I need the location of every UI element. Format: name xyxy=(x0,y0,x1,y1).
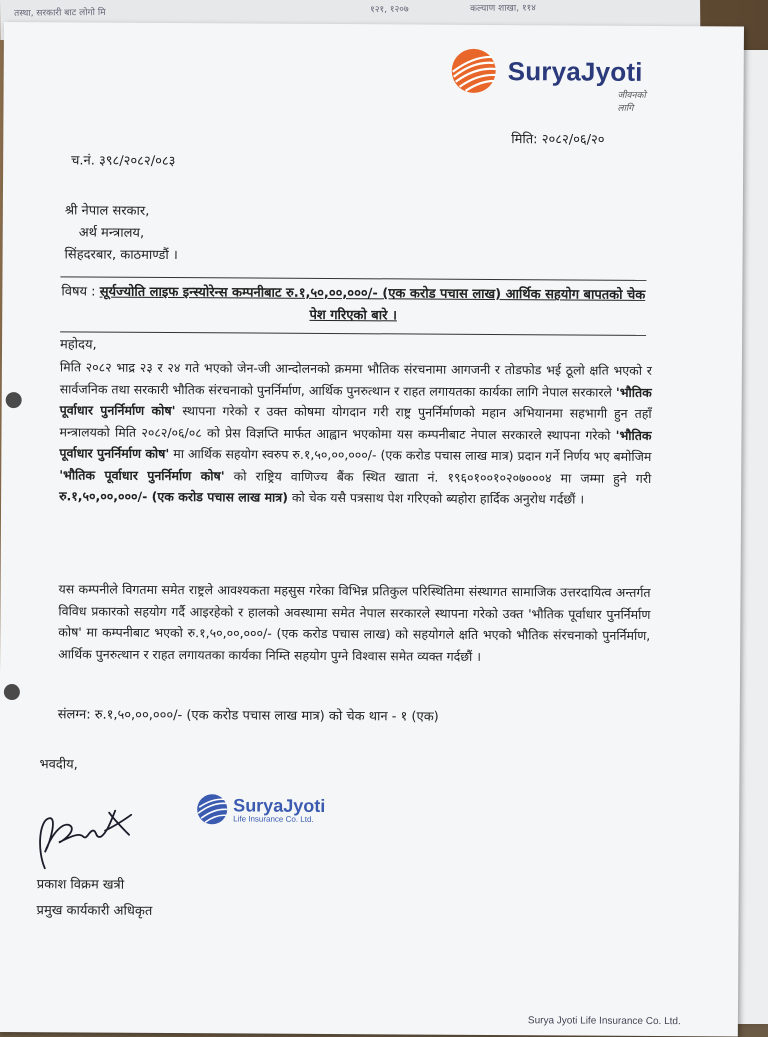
company-logo xyxy=(448,47,646,114)
stamp-brand: SuryaJyoti xyxy=(233,794,326,816)
subject-line xyxy=(60,276,646,336)
paragraph-text: स्थापना गरेको र उक्त कोषमा योगदान गरी राष्ट्र पुनर्निर्माणको महान अभियानमा सहभागी हुन तहाँ मन्त्रालयको मिति २०८२/०६/०८ को प्रेस विज्ञप्ति मार्फत आह्वान भएकोमा यस कम्पनीबाट नेपाल सरकारले स्थापना गरेको xyxy=(59,403,652,443)
background-text: १२१, १२०७ xyxy=(370,4,409,16)
punch-hole xyxy=(6,392,22,408)
address-line: अर्थ मन्त्रालय, xyxy=(78,225,145,241)
body-paragraph-2: यस कम्पनीले विगतमा समेत राष्ट्रले आवश्यकता महसुस गरेका विभिन्न प्रतिकुल परिस्थितिमा संस्थागत सामाजिक उत्तरदायित्व अन्तर्गत विविध प्रकारको सहयोग गर्दै आइरहेको र हालको अवस्थामा समेत नेपाल सरकारले स्थापना गरेको उक्त 'भौतिक पूर्वाधार पुनर्निर्माण कोष' मा कम्पनीबाट भएको रु.१,५०,००,०००/- (एक करोड पचास लाख) को सहयोगले क्षति भएको भौतिक संरचनाको पुनर्निर्माण, आर्थिक पुनरुत्थान र राहत लगायतका कार्यका निम्ति सहयोग पुग्ने विश्वास समेत व्यक्त गर्दछौं । xyxy=(58,581,651,664)
body-paragraph-1 xyxy=(59,356,652,510)
company-stamp xyxy=(195,793,325,826)
address-line: सिंहदरबार, काठमाण्डौं । xyxy=(64,247,178,264)
enclosure-line: संलग्न: रु.१,५०,००,०००/- (एक करोड पचास लाख मात्र) को चेक थान - १ (एक) xyxy=(57,707,439,725)
letter-date: मिति: २०८२/०६/२० xyxy=(511,132,605,148)
signer-block xyxy=(36,872,152,925)
paragraph-text: मा आर्थिक सहयोग स्वरुप रु.१,५०,००,०००/- (एक करोड पचास लाख मात्र) प्रदान गर्ने निर्णय भए बमोजिम xyxy=(173,446,652,464)
paragraph-text: को राष्ट्रिय वाणिज्य बैंक स्थित खाता नं. १९६०१००१०२०७०००४ मा जम्मा हुने गरी xyxy=(233,467,652,486)
paragraph-text: को चेक यसै पत्रसाथ पेश गरिएको ब्यहोरा हार्दिक अनुरोध गर्दछौं । xyxy=(291,489,585,507)
salutation: महोदय, xyxy=(59,337,97,353)
letter-footer: Surya Jyoti Life Insurance Co. Ltd. xyxy=(527,1015,681,1028)
background-text: कल्याण शाखा, ११४ xyxy=(470,3,537,15)
sun-logo-icon xyxy=(448,47,500,95)
address-line: श्री नेपाल सरकार, xyxy=(64,203,150,219)
fund-name: 'भौतिक पूर्वाधार पुनर्निर्माण कोष' xyxy=(59,427,652,462)
paragraph-text: मिति २०८२ भाद्र २३ र २४ गते भएको जेन-जी आन्दोलनको क्रममा भौतिक संरचनामा आगजनी र तोडफोड भई ठूलो क्षति भएको र सार्वजनिक तथा सरकारी भौतिक संरचनाको पुनर्निर्माण, आर्थिक पुनरुत्थान र राहत लगायतका कार्यका लागि नेपाल सरकारले xyxy=(59,359,652,400)
sun-logo-icon xyxy=(195,793,229,825)
background-text: तस्था, सरकारी बाट लोगो मि xyxy=(14,7,106,19)
letter-page xyxy=(0,22,744,1037)
punch-hole xyxy=(4,684,20,700)
reference-number: च.नं. ३९८/२०८२/०८३ xyxy=(71,153,176,170)
subject-text: सूर्यज्योति लाइफ इन्स्योरेन्स कम्पनीबाट रु.१,५०,००,०००/- (एक करोड पचास लाख) आर्थिक सहयोग बापतको चेक पेश गरिएको बारे । xyxy=(99,284,646,324)
signature-icon xyxy=(31,790,142,881)
closing-line: भवदीय, xyxy=(39,757,78,773)
fund-name: 'भौतिक पूर्वाधार पुनर्निर्माण कोष' xyxy=(59,384,652,419)
brand-name: SuryaJyoti xyxy=(507,55,643,87)
brand-tagline: जीवनको लागि xyxy=(617,90,646,114)
recipient-address xyxy=(65,200,179,267)
fund-name: 'भौतिक पूर्वाधार पुनर्निर्माण कोष' xyxy=(59,466,225,483)
signer-title: प्रमुख कार्यकारी अधिकृत xyxy=(36,903,153,919)
stamp-subtitle: Life Insurance Co. Ltd. xyxy=(233,813,314,824)
subject-label: विषय : xyxy=(61,284,96,300)
amount-text: रु.१,५०,००,०००/- (एक करोड पचास लाख मात्र) xyxy=(59,488,288,505)
signer-name: प्रकाश विक्रम खत्री xyxy=(36,877,125,893)
